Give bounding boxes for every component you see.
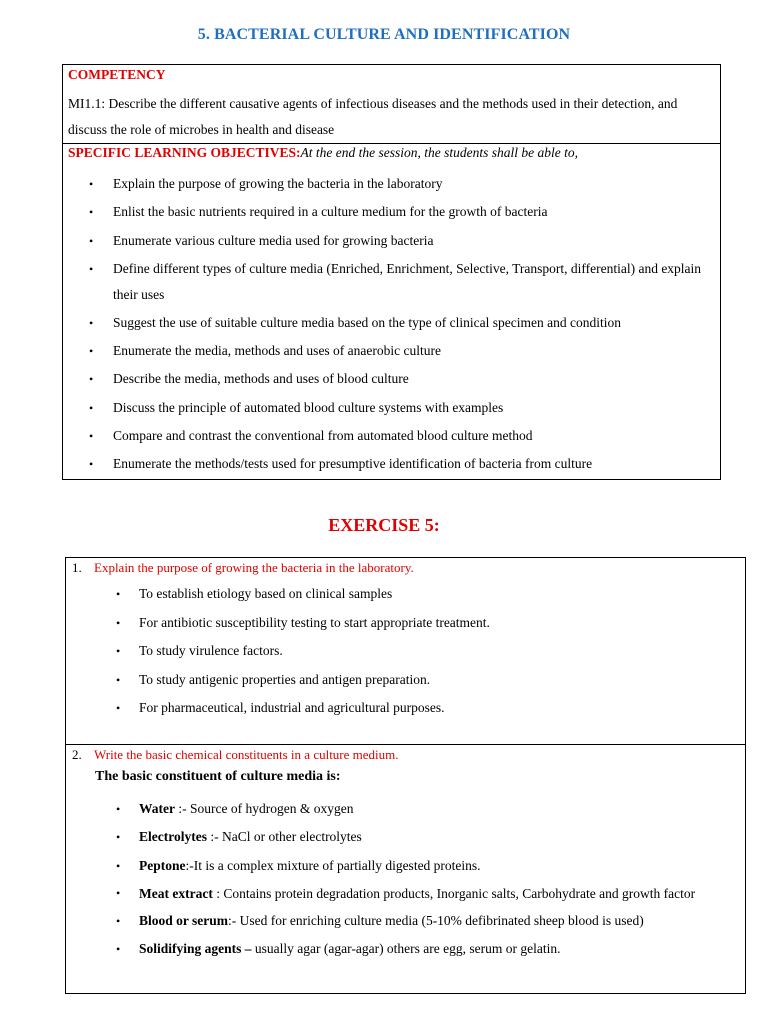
learning-objectives-label: SPECIFIC LEARNING OBJECTIVES:	[68, 145, 301, 160]
list-item	[66, 795, 736, 823]
question-number: 2.	[72, 747, 82, 762]
question-1	[72, 560, 414, 576]
question-2	[72, 747, 399, 763]
question-text: Write the basic chemical constituents in a culture medium.	[94, 747, 399, 762]
question-text: Explain the purpose of growing the bacteria in the laboratory.	[94, 560, 414, 575]
term-description: :- Source of hydrogen & oxygen	[175, 801, 354, 816]
list-item: • For antibiotic susceptibility testing to start appropriate treatment.	[66, 609, 726, 638]
bullet-icon: •	[116, 942, 121, 957]
question-number: 1.	[72, 560, 82, 575]
bullet-icon: •	[89, 429, 94, 444]
bullet-icon: •	[89, 372, 94, 387]
term: Blood or serum	[139, 912, 229, 928]
bullet-icon: •	[89, 315, 94, 330]
question-2-box	[65, 744, 746, 994]
document-title: 5. BACTERIAL CULTURE AND IDENTIFICATION	[197, 26, 571, 43]
term: Meat extract	[139, 885, 213, 901]
bullet-icon: •	[116, 802, 121, 816]
question-1-box	[65, 557, 746, 744]
list-item: • Enumerate the media, methods and uses of anaerobic culture	[63, 337, 713, 365]
bullet-icon: •	[89, 205, 94, 220]
bullet-icon: •	[89, 344, 94, 359]
term-description: usually agar (agar-agar) others are egg, serum or gelatin.	[251, 941, 561, 957]
bullet-icon: •	[116, 885, 121, 900]
term: Solidifying agents –	[139, 941, 252, 957]
list-item	[66, 880, 736, 907]
term-description: :- Used for enriching culture media (5-10% defibrinated sheep blood is used)	[228, 912, 644, 928]
learning-objectives-heading	[68, 144, 578, 162]
list-item: • Suggest the use of suitable culture media based on the type of clinical specimen and condition	[63, 309, 713, 337]
list-item: • To establish etiology based on clinical samples	[66, 580, 726, 609]
term: Peptone	[139, 857, 186, 873]
answer-list	[66, 580, 726, 723]
bullet-icon: •	[116, 701, 121, 715]
bullet-icon: •	[116, 858, 121, 873]
bullet-icon: •	[89, 457, 94, 472]
list-item: • Describe the media, methods and uses of blood culture	[63, 365, 713, 393]
list-item: • Discuss the principle of automated blood culture systems with examples	[63, 394, 713, 422]
term: Electrolytes	[139, 829, 207, 845]
bullet-icon: •	[116, 644, 121, 658]
list-item: • To study virulence factors.	[66, 637, 726, 666]
term-description: : Contains protein degradation products, Inorganic salts, Carbohydrate and growth factor	[212, 885, 696, 901]
list-item: • Enumerate the methods/tests used for presumptive identification of bacteria from culture	[63, 450, 713, 478]
competency-label: COMPETENCY	[68, 67, 166, 82]
learning-objectives-box	[62, 143, 721, 480]
competency-text: MI1.1: Describe the different causative agents of infectious diseases and the methods used in their detection, and discuss the role of microbes in health and disease	[68, 96, 678, 137]
bullet-icon: •	[116, 672, 121, 687]
answer-list	[66, 795, 736, 963]
list-item	[66, 935, 736, 963]
term-description: :- NaCl or other electrolytes	[206, 829, 362, 845]
bullet-icon: •	[89, 177, 94, 191]
bullet-icon: •	[116, 615, 121, 630]
list-item: • For pharmaceutical, industrial and agricultural purposes.	[66, 694, 726, 723]
list-item: • Define different types of culture media (Enriched, Enrichment, Selective, Transport, differential) and explain their uses	[63, 255, 713, 309]
bullet-icon: •	[116, 830, 121, 845]
competency-box	[62, 64, 721, 143]
list-item	[66, 852, 736, 880]
list-item: • To study antigenic properties and antigen preparation.	[66, 666, 726, 695]
list-item: • Explain the purpose of growing the bacteria in the laboratory	[63, 170, 713, 198]
bullet-icon: •	[89, 261, 94, 276]
learning-objectives-intro: At the end the session, the students shall be able to,	[300, 145, 579, 160]
bullet-icon: •	[89, 233, 94, 248]
bullet-icon: •	[116, 587, 121, 601]
learning-objectives-list	[63, 170, 713, 479]
bullet-icon: •	[116, 913, 121, 928]
exercise-title: EXERCISE 5:	[328, 515, 440, 535]
list-item: • Enumerate various culture media used for growing bacteria	[63, 227, 713, 255]
term-description: :-It is a complex mixture of partially digested proteins.	[185, 857, 481, 873]
list-item: • Compare and contrast the conventional from automated blood culture method	[63, 422, 713, 450]
list-item	[66, 907, 736, 935]
list-item: • Enlist the basic nutrients required in a culture medium for the growth of bacteria	[63, 198, 713, 226]
list-item	[66, 823, 736, 851]
bullet-icon: •	[89, 400, 94, 415]
answer-subheading: The basic constituent of culture media is:	[95, 769, 341, 784]
term: Water	[139, 801, 175, 816]
